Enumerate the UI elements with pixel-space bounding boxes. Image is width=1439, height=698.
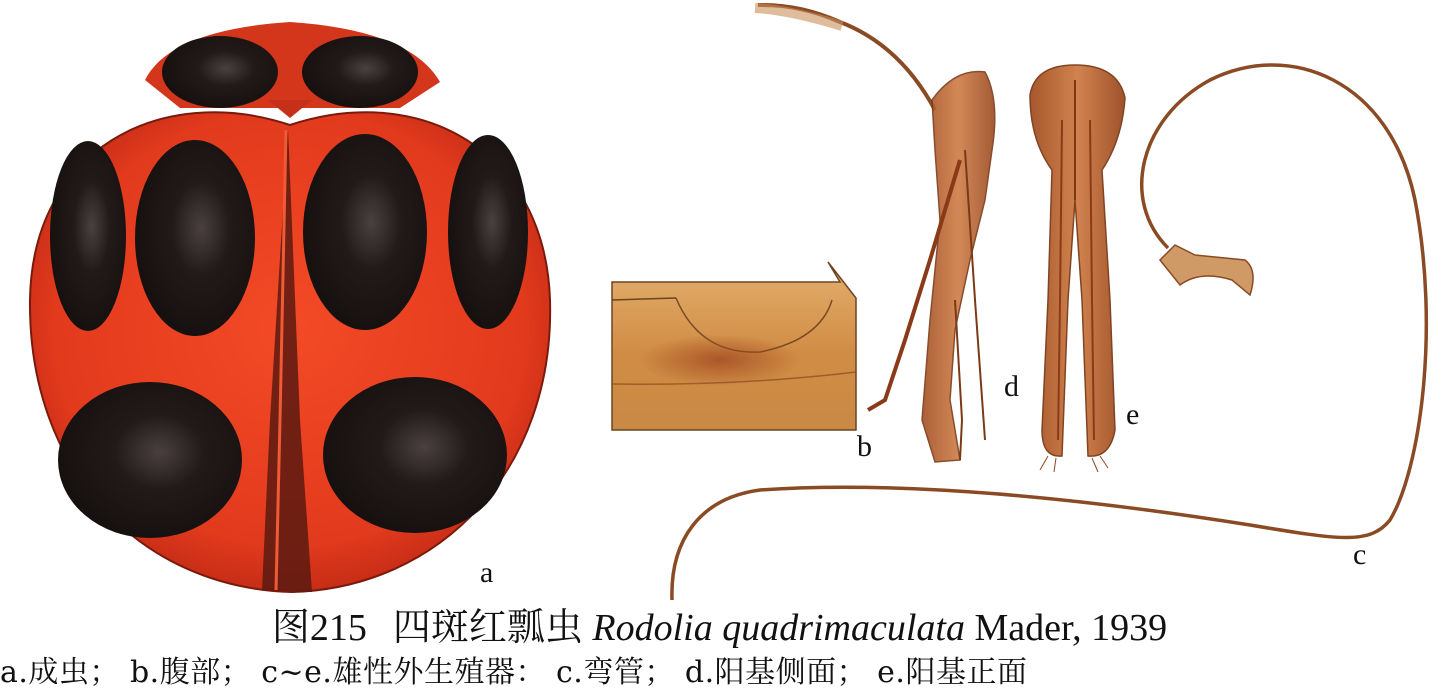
species-author: Mader, 1939 (974, 607, 1168, 649)
abdomen-image (612, 262, 856, 430)
tegmen-frontal-image (1030, 65, 1125, 472)
panel-label-e: e (1126, 398, 1140, 431)
elytra-spot-upper-left-outer (50, 141, 126, 331)
figure-caption-title (0, 606, 1439, 650)
pronotum-spot-right (302, 36, 418, 108)
scientific-name: Rodolia quadrimaculata (592, 607, 965, 649)
panel-label-a: a (480, 556, 494, 589)
panel-label-c: c (1353, 538, 1367, 571)
chinese-species-name: 四斑红瓢虫 (392, 607, 583, 649)
panel-label-b: b (857, 430, 872, 463)
pronotum-spot-left (162, 36, 278, 108)
panel-label-d: d (1004, 370, 1019, 403)
beetle-adult-image (30, 22, 550, 592)
figure-caption-legend: a.成虫； b.腹部； c~e.雄性外生殖器： c.弯管； d.阳基侧面； e.阳基正面 (0, 655, 1028, 690)
elytra-spot-upper-left-inner (135, 140, 255, 336)
elytra-spot-upper-right-outer (448, 135, 528, 329)
elytra-spot-upper-right-inner (303, 134, 427, 330)
elytra-spot-lower-left (58, 382, 242, 538)
elytra-spot-lower-right (323, 377, 507, 533)
figure-number: 图215 (271, 607, 367, 649)
